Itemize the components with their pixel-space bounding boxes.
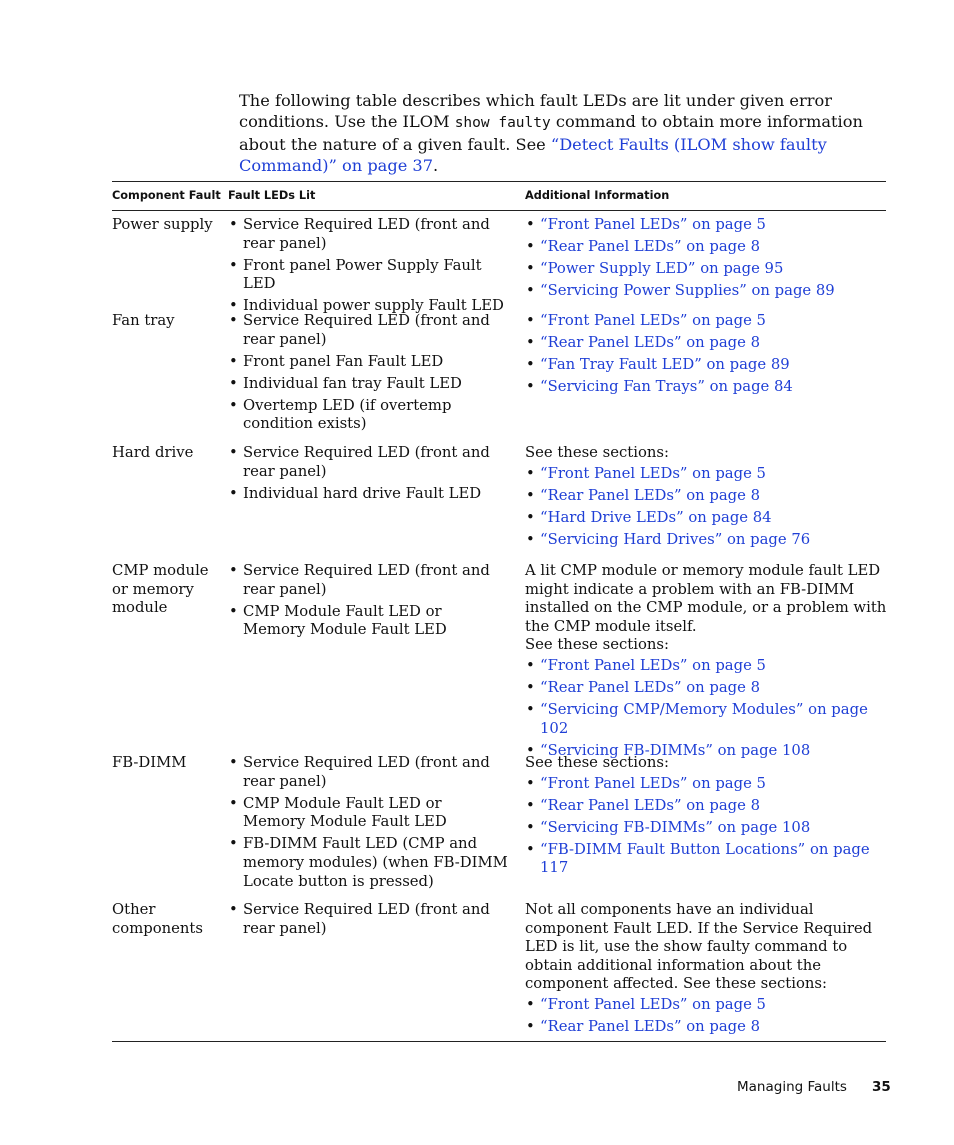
header-fault-leds-lit: Fault LEDs Lit: [228, 189, 316, 202]
led-item: • Service Required LED (front and rear panel): [228, 901, 508, 938]
info-cell: [525, 312, 890, 400]
table-row: [112, 754, 886, 901]
leds-cell: [228, 562, 508, 643]
led-item: • Service Required LED (front and rear panel): [228, 754, 508, 791]
table-bottom-rule: [112, 1041, 886, 1042]
reference-link[interactable]: “Power Supply LED” on page 95: [540, 260, 784, 278]
reference-link[interactable]: “Servicing FB-DIMMs” on page 108: [540, 818, 811, 836]
led-item: • Service Required LED (front and rear panel): [228, 216, 508, 253]
reference-link[interactable]: “Rear Panel LEDs” on page 8: [540, 679, 761, 697]
reference-link[interactable]: “Front Panel LEDs” on page 5: [540, 995, 766, 1013]
reference-link[interactable]: “Servicing FB-DIMMs” on page 108: [540, 741, 811, 759]
component-cell: Other components: [112, 901, 203, 937]
reference-link[interactable]: “Hard Drive LEDs” on page 84: [540, 508, 772, 526]
reference-link[interactable]: “Rear Panel LEDs” on page 8: [540, 796, 761, 814]
component-cell: Power supply: [112, 216, 213, 233]
leds-cell: [228, 901, 508, 942]
table-row: [112, 216, 886, 315]
component-cell: FB-DIMM: [112, 754, 187, 771]
component-cell: Fan tray: [112, 312, 175, 329]
leds-cell: [228, 754, 508, 895]
footer-page-number: 35: [872, 1079, 891, 1095]
intro-paragraph: [239, 90, 889, 176]
reference-link[interactable]: “Front Panel LEDs” on page 5: [540, 464, 766, 482]
info-text: A lit CMP module or memory module fault LED might indicate a problem with an FB-DIMM installed on the CMP module, or a problem with the CMP module itself.: [525, 562, 887, 635]
led-item: • Service Required LED (front and rear panel): [228, 312, 508, 349]
led-item: • Individual hard drive Fault LED: [228, 485, 508, 504]
fault-led-table: [112, 181, 886, 1042]
reference-link[interactable]: “Front Panel LEDs” on page 5: [540, 312, 766, 329]
table-header: [112, 182, 886, 210]
info-cell: [525, 444, 890, 553]
reference-link[interactable]: “Rear Panel LEDs” on page 8: [540, 1018, 761, 1036]
component-cell: CMP module or memory module: [112, 562, 209, 617]
leds-cell: [228, 312, 508, 438]
footer-chapter-title: Managing Faults: [737, 1079, 847, 1095]
led-item: • Overtemp LED (if overtemp condition exists): [228, 397, 508, 434]
led-item: • Front panel Power Supply Fault LED: [228, 257, 508, 294]
reference-link[interactable]: “Fan Tray Fault LED” on page 89: [540, 356, 790, 374]
info-text: Not all components have an individual component Fault LED. If the Service Required LED is lit, use the show faulty command to obtain additional information about the component affected. See these sections:: [525, 901, 873, 993]
table-row: [112, 312, 886, 444]
led-item: • Individual fan tray Fault LED: [228, 375, 508, 394]
header-component-fault: Component Fault: [112, 189, 221, 202]
table-row: [112, 901, 886, 1041]
leds-cell: [228, 216, 508, 319]
table-row: [112, 562, 887, 759]
reference-link[interactable]: “Front Panel LEDs” on page 5: [540, 774, 766, 792]
reference-link[interactable]: “Front Panel LEDs” on page 5: [540, 656, 766, 674]
reference-link[interactable]: “Servicing Fan Trays” on page 84: [540, 378, 793, 396]
header-additional-information: Additional Information: [525, 189, 670, 202]
led-item: • FB-DIMM Fault LED (CMP and memory modules) (when FB-DIMM Locate button is pressed): [228, 835, 508, 891]
led-item: • CMP Module Fault LED or Memory Module Fault LED: [228, 603, 508, 640]
component-cell: Hard drive: [112, 444, 194, 461]
info-cell: [525, 901, 890, 1040]
reference-link[interactable]: “Front Panel LEDs” on page 5: [540, 216, 766, 233]
leds-cell: [228, 444, 508, 507]
reference-link[interactable]: “Servicing CMP/Memory Modules” on page 102: [540, 701, 868, 737]
info-text: See these sections:: [525, 754, 669, 771]
reference-link[interactable]: “Rear Panel LEDs” on page 8: [540, 486, 761, 504]
reference-link[interactable]: “Servicing Hard Drives” on page 76: [540, 530, 811, 548]
info-text: See these sections:: [525, 444, 669, 461]
intro-cross-reference-link[interactable]: “Detect Faults (ILOM show faulty Command)” on page 37: [239, 135, 827, 175]
info-cell: [525, 754, 890, 882]
led-item: • Service Required LED (front and rear panel): [228, 444, 508, 481]
reference-link[interactable]: “Servicing Power Supplies” on page 89: [540, 282, 835, 300]
led-item: • CMP Module Fault LED or Memory Module Fault LED: [228, 795, 508, 832]
info-text-secondary: See these sections:: [525, 636, 669, 654]
intro-code: show faulty: [454, 115, 551, 131]
intro-text-start: The following table describes which fault LEDs are lit under given error conditions. Use the ILOM: [239, 91, 832, 131]
reference-link[interactable]: “Rear Panel LEDs” on page 8: [540, 238, 761, 256]
table-row: [112, 444, 886, 562]
info-cell: [525, 562, 890, 764]
reference-link[interactable]: “Rear Panel LEDs” on page 8: [540, 334, 761, 352]
led-item: • Individual power supply Fault LED: [228, 297, 508, 316]
intro-text-mid: command to obtain more information about the nature of a given fault. See: [239, 112, 863, 154]
info-cell: [525, 216, 890, 304]
intro-text-end: .: [433, 156, 439, 175]
table-header-rule: [112, 210, 886, 211]
reference-link[interactable]: “FB-DIMM Fault Button Locations” on page 117: [540, 840, 870, 877]
led-item: • Front panel Fan Fault LED: [228, 353, 508, 372]
led-item: • Service Required LED (front and rear panel): [228, 562, 508, 599]
